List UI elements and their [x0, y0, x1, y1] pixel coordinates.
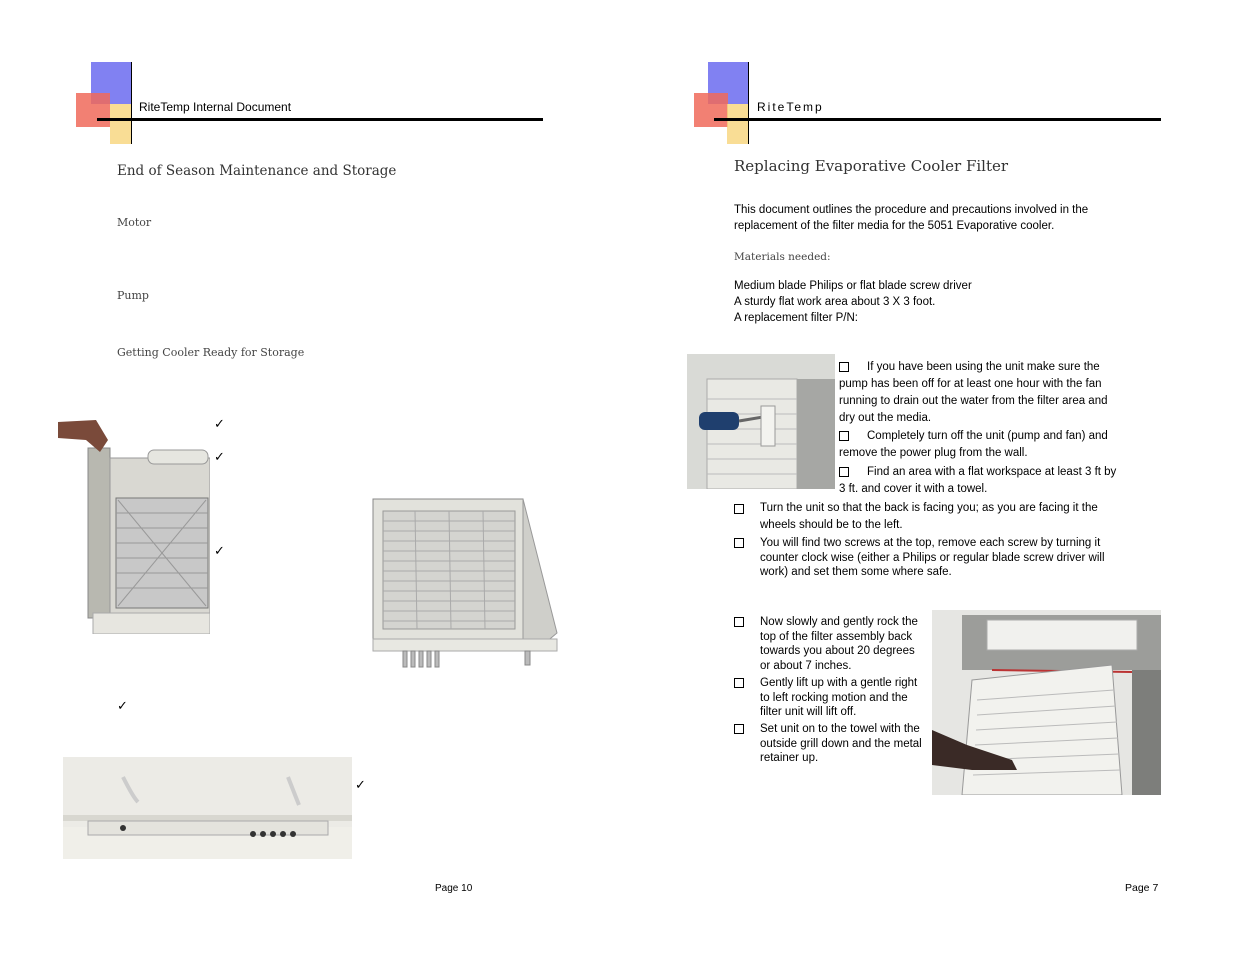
- check-mark-1: ✓: [214, 417, 225, 432]
- cooler-side-illustration: [58, 418, 210, 634]
- logo-yellow-square: [110, 104, 132, 144]
- step-item: Turn the unit so that the back is facing you; as you are facing it the wheels should be to the left.: [734, 500, 1119, 534]
- logo-vertical-line: [748, 62, 749, 144]
- step-item: Set unit on to the towel with the outside grill down and the metal retainer up.: [734, 722, 928, 766]
- screwdriver-handle: [699, 412, 739, 430]
- cooler-bracket: [761, 406, 775, 446]
- step-item: You will find two screws at the top, remove each screw by turning it counter clock wise (either a Philips or regular blade screw driver will work) and set them some where safe.: [734, 536, 1119, 580]
- cooler-side-panel: [88, 448, 110, 618]
- filter-clips: [403, 651, 530, 667]
- cooler-side: [1132, 670, 1161, 795]
- cooler-side: [797, 379, 835, 489]
- filter-removal-illustration: [932, 610, 1161, 795]
- right-header-text: RiteTemp: [757, 100, 824, 114]
- check-mark-3: ✓: [214, 544, 225, 559]
- logo-vertical-line: [131, 62, 132, 144]
- check-mark-5: ✓: [355, 778, 366, 793]
- checkbox-icon: [734, 538, 744, 548]
- step-item: Gently lift up with a gentle right to left rocking motion and the filter unit will lift off.: [734, 676, 928, 720]
- cooler-top-panel: [987, 620, 1137, 650]
- checkbox-icon: [734, 504, 744, 514]
- logo-red-square: [694, 93, 728, 127]
- left-header-rule: [97, 118, 543, 121]
- material-item: Medium blade Philips or flat blade screw driver: [734, 280, 972, 292]
- material-item: A sturdy flat work area about 3 X 3 foot.: [734, 296, 936, 308]
- section-motor: Motor: [117, 216, 152, 229]
- screwdriver-photo: [687, 354, 835, 489]
- right-header-rule: [714, 118, 1161, 121]
- filter-removal-photo: [932, 610, 1161, 795]
- cooler-side-photo: [58, 418, 210, 634]
- step-item: If you have been using the unit make sure the pump has been off for at least one hour with the fan running to drain out the water from the filter area and dry out the media.: [839, 361, 1108, 424]
- screwdriver-illustration: [687, 354, 835, 489]
- check-mark-2: ✓: [214, 450, 225, 465]
- filter-top-illustration: [365, 493, 561, 676]
- step-item: Now slowly and gently rock the top of the filter assembly back towards you about 20 degrees or about 7 inches.: [734, 615, 928, 673]
- cooler-handle: [148, 450, 208, 464]
- materials-list: [734, 278, 1114, 326]
- checkbox-icon: [839, 467, 849, 477]
- logo-red-square: [76, 93, 110, 127]
- materials-heading: Materials needed:: [734, 251, 831, 263]
- cooler-panel: [707, 379, 797, 489]
- underside-edge: [63, 815, 352, 821]
- checkbox-icon: [734, 617, 744, 627]
- underside-illustration: [63, 757, 352, 859]
- checkbox-icon: [839, 362, 849, 372]
- underside-photo: [63, 757, 352, 859]
- hand-silhouette: [58, 420, 108, 452]
- filter-unit: [962, 665, 1122, 795]
- check-mark-4: ✓: [117, 699, 128, 714]
- step-item: Completely turn off the unit (pump and fan) and remove the power plug from the wall.: [839, 430, 1108, 459]
- intro-paragraph: This document outlines the procedure and precautions involved in the replacement of the filter media for the 5051 Evaporative cooler.: [734, 204, 1089, 232]
- right-page-number: Page 7: [1125, 882, 1159, 894]
- checkbox-icon: [734, 724, 744, 734]
- left-page-title: End of Season Maintenance and Storage: [117, 163, 397, 179]
- checkbox-icon: [839, 431, 849, 441]
- right-page-title: Replacing Evaporative Cooler Filter: [734, 157, 1009, 175]
- material-item: A replacement filter P/N:: [734, 312, 858, 324]
- checkbox-icon: [734, 678, 744, 688]
- filter-top-photo: [365, 493, 561, 676]
- section-storage: Getting Cooler Ready for Storage: [117, 346, 305, 359]
- cooler-base: [93, 613, 210, 634]
- filter-base: [373, 639, 557, 651]
- step-item: Find an area with a flat workspace at least 3 ft by 3 ft. and cover it with a towel.: [839, 466, 1117, 495]
- left-header-text: RiteTemp Internal Document: [139, 100, 292, 114]
- filter-side-wall: [523, 499, 557, 643]
- left-page-number: Page 10: [435, 883, 473, 894]
- underside-screw: [120, 825, 126, 831]
- logo-yellow-square: [727, 104, 749, 144]
- section-pump: Pump: [117, 289, 149, 302]
